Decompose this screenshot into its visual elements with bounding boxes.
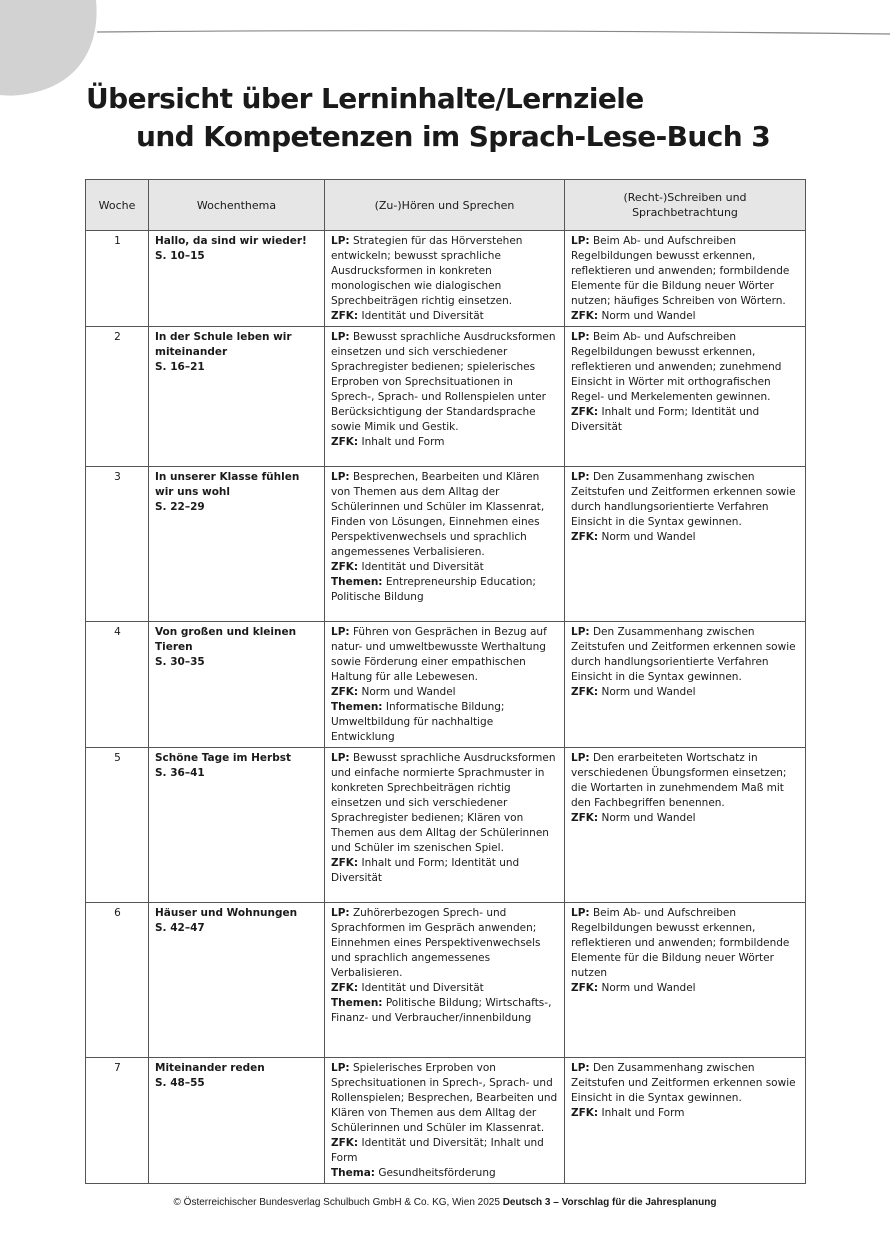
table-row [86, 467, 806, 622]
header-theme: Wochenthema [149, 180, 325, 231]
writing-language-cell [565, 903, 806, 1058]
week-pages: S. 36–41 [155, 767, 205, 779]
lp-label: LP: [571, 331, 590, 343]
lp-label: LP: [571, 1062, 590, 1074]
week-theme-cell [149, 1058, 325, 1184]
themen-label: Themen: [331, 997, 383, 1009]
week-pages: S. 22–29 [155, 501, 205, 513]
lp-label: LP: [331, 626, 350, 638]
header-listening-speaking: (Zu-)Hören und Sprechen [325, 180, 565, 231]
page-title [86, 80, 770, 156]
listening-speaking-cell [325, 748, 565, 903]
week-number: 1 [86, 231, 149, 327]
header-wave-line [0, 0, 890, 60]
week-theme-cell [149, 622, 325, 748]
lp-label: LP: [571, 626, 590, 638]
listening-speaking-cell [325, 622, 565, 748]
zfk-text: Norm und Wandel [361, 686, 456, 698]
page-footer [0, 1197, 890, 1208]
zfk-text: Identität und Diversität; Inhalt und Form [331, 1137, 544, 1164]
zfk-label: ZFK: [331, 1137, 359, 1149]
lp-text: Den erarbeiteten Wortschatz in verschiedenen Übungsformen einsetzen; die Wortarten in zunehmendem Maß mit den Fachbegriffen benennen. [571, 752, 787, 809]
table-row [86, 327, 806, 467]
themen-label: Themen: [331, 701, 383, 713]
week-pages: S. 48–55 [155, 1077, 205, 1089]
week-theme-cell [149, 467, 325, 622]
listening-speaking-cell [325, 903, 565, 1058]
listening-speaking-cell [325, 327, 565, 467]
zfk-text: Norm und Wandel [601, 531, 696, 543]
lp-text: Spielerisches Erproben von Sprechsituationen in Sprech-, Sprach- und Rollenspielen; Besprechen, Bearbeiten und Klären von Themen aus dem Alltag der Schülerinnen und Schüler im Klassenrat. [331, 1062, 558, 1134]
week-theme-cell [149, 231, 325, 327]
writing-language-cell [565, 231, 806, 327]
lp-label: LP: [331, 235, 350, 247]
zfk-text: Inhalt und Form; Identität und Diversität [571, 406, 760, 433]
zfk-text: Identität und Diversität [361, 982, 484, 994]
lp-text: Zuhörerbezogen Sprech- und Sprachformen im Gespräch anwenden; Einnehmen eines Perspektivenwechsels und sprachlich angemessenes Verbalisieren. [331, 907, 541, 979]
week-pages: S. 16–21 [155, 361, 205, 373]
zfk-text: Norm und Wandel [601, 686, 696, 698]
zfk-label: ZFK: [331, 561, 359, 573]
table-row [86, 903, 806, 1058]
listening-speaking-cell [325, 1058, 565, 1184]
week-theme-cell [149, 748, 325, 903]
lp-label: LP: [331, 471, 350, 483]
title-line-1: Übersicht über Lerninhalte/Lernziele [86, 82, 644, 115]
week-theme-cell [149, 327, 325, 467]
header-writing-language: (Recht-)Schreiben und Sprachbetrachtung [565, 180, 806, 231]
header-week: Woche [86, 180, 149, 231]
week-number: 7 [86, 1058, 149, 1184]
week-number: 4 [86, 622, 149, 748]
thema-label: Thema: [331, 1167, 375, 1179]
table-row [86, 231, 806, 327]
themen-label: Themen: [331, 576, 383, 588]
lp-label: LP: [571, 235, 590, 247]
zfk-label: ZFK: [571, 531, 599, 543]
title-line-2: und Kompetenzen im Sprach-Lese-Buch 3 [136, 120, 771, 153]
zfk-label: ZFK: [331, 982, 359, 994]
footer-document-title: Deutsch 3 – Vorschlag für die Jahresplanung [502, 1197, 717, 1208]
lp-text: Beim Ab- und Aufschreiben Regelbildungen bewusst erkennen, reflektieren und anwenden; formbildende Elemente für die Bildung neuer Wörter nutzen [571, 907, 790, 979]
zfk-text: Inhalt und Form; Identität und Diversität [331, 857, 520, 884]
table-row [86, 1058, 806, 1184]
thema-text: Gesundheitsförderung [378, 1167, 496, 1179]
annual-plan-table [85, 179, 806, 1184]
week-pages: S. 30–35 [155, 656, 205, 668]
lp-text: Den Zusammenhang zwischen Zeitstufen und Zeitformen erkennen sowie durch handlungsorientierte Verfahren Einsicht in die Syntax gewinnen. [571, 471, 796, 528]
lp-label: LP: [571, 907, 590, 919]
lp-label: LP: [331, 331, 350, 343]
listening-speaking-cell [325, 231, 565, 327]
zfk-text: Identität und Diversität [361, 561, 484, 573]
table-row [86, 622, 806, 748]
table-row [86, 748, 806, 903]
zfk-label: ZFK: [331, 310, 359, 322]
themen-text: Politische Bildung; Wirtschafts-, Finanz- und Verbraucher/innenbildung [331, 997, 552, 1024]
lp-text: Besprechen, Bearbeiten und Klären von Themen aus dem Alltag der Schülerinnen und Schüler im Klassenrat, Finden von Lösungen, Einnehmen eines Perspektivenwechsels und sprachlich angemessenes Verbalisieren. [331, 471, 545, 558]
lp-text: Den Zusammenhang zwischen Zeitstufen und Zeitformen erkennen sowie Einsicht in die Syntax gewinnen. [571, 1062, 796, 1104]
week-number: 6 [86, 903, 149, 1058]
themen-text: Informatische Bildung; Umweltbildung für nachhaltige Entwicklung [331, 701, 505, 743]
lp-text: Beim Ab- und Aufschreiben Regelbildungen bewusst erkennen, reflektieren und anwenden; zunehmend Einsicht in Wörter mit orthografischen Regel- und Merkelementen gewinnen. [571, 331, 782, 403]
lp-label: LP: [331, 1062, 350, 1074]
zfk-label: ZFK: [331, 686, 359, 698]
zfk-label: ZFK: [571, 1107, 599, 1119]
zfk-text: Norm und Wandel [601, 310, 696, 322]
writing-language-cell [565, 748, 806, 903]
zfk-label: ZFK: [571, 686, 599, 698]
footer-copyright: © Österreichischer Bundesverlag Schulbuch GmbH & Co. KG, Wien 2025 [173, 1197, 500, 1208]
lp-text: Strategien für das Hörverstehen entwickeln; bewusst sprachliche Ausdrucksformen in konkreten monologischen wie dialogischen Sprechbeiträgen richtig einsetzen. [331, 235, 523, 307]
lp-text: Bewusst sprachliche Ausdrucksformen einsetzen und sich verschiedener Sprachregister bedienen; spielerisches Erproben von Sprechsituationen in Sprech-, Sprach- und Rollenspielen unter Berücksichtigung der Standardsprache sowie Mimik und Gestik. [331, 331, 556, 433]
table-header-row [86, 180, 806, 231]
zfk-label: ZFK: [571, 812, 599, 824]
zfk-label: ZFK: [571, 310, 599, 322]
zfk-text: Inhalt und Form [601, 1107, 685, 1119]
zfk-text: Inhalt und Form [361, 436, 445, 448]
week-theme-cell [149, 903, 325, 1058]
week-pages: S. 42–47 [155, 922, 205, 934]
lp-text: Beim Ab- und Aufschreiben Regelbildungen bewusst erkennen, reflektieren und anwenden; formbildende Elemente für die Bildung neuer Wörter nutzen; häufiges Schreiben von Wörtern. [571, 235, 790, 307]
zfk-text: Norm und Wandel [601, 812, 696, 824]
zfk-label: ZFK: [331, 857, 359, 869]
lp-label: LP: [331, 907, 350, 919]
lp-label: LP: [331, 752, 350, 764]
lp-text: Bewusst sprachliche Ausdrucksformen und einfache normierte Sprachmuster in konkreten Sprechbeiträgen richtig einsetzen und sich verschiedener Sprachregister bedienen; Klären von Themen aus dem Alltag der Schülerinnen und Schüler im szenischen Spiel. [331, 752, 556, 854]
week-pages: S. 10–15 [155, 250, 205, 262]
zfk-label: ZFK: [571, 982, 599, 994]
zfk-text: Norm und Wandel [601, 982, 696, 994]
writing-language-cell [565, 467, 806, 622]
writing-language-cell [565, 622, 806, 748]
week-theme: Miteinander reden [155, 1062, 265, 1074]
themen-text: Entrepreneurship Education; Politische Bildung [331, 576, 536, 603]
week-number: 2 [86, 327, 149, 467]
week-theme: Häuser und Wohnungen [155, 907, 298, 919]
week-theme: Schöne Tage im Herbst [155, 752, 291, 764]
zfk-label: ZFK: [331, 436, 359, 448]
writing-language-cell [565, 1058, 806, 1184]
week-number: 3 [86, 467, 149, 622]
lp-label: LP: [571, 471, 590, 483]
week-theme: Hallo, da sind wir wieder! [155, 235, 307, 247]
zfk-label: ZFK: [571, 406, 599, 418]
lp-text: Führen von Gesprächen in Bezug auf natur- und umweltbewusste Werthaltung sowie Förderung einer empathischen Haltung für alle Lebewesen. [331, 626, 547, 683]
lp-text: Den Zusammenhang zwischen Zeitstufen und Zeitformen erkennen sowie durch handlungsorientierte Verfahren Einsicht in die Syntax gewinnen. [571, 626, 796, 683]
week-theme: In unserer Klasse fühlen wir uns wohl [155, 471, 300, 498]
zfk-text: Identität und Diversität [361, 310, 484, 322]
listening-speaking-cell [325, 467, 565, 622]
week-theme: In der Schule leben wir miteinander [155, 331, 292, 358]
writing-language-cell [565, 327, 806, 467]
week-number: 5 [86, 748, 149, 903]
week-theme: Von großen und kleinen Tieren [155, 626, 297, 653]
lp-label: LP: [571, 752, 590, 764]
